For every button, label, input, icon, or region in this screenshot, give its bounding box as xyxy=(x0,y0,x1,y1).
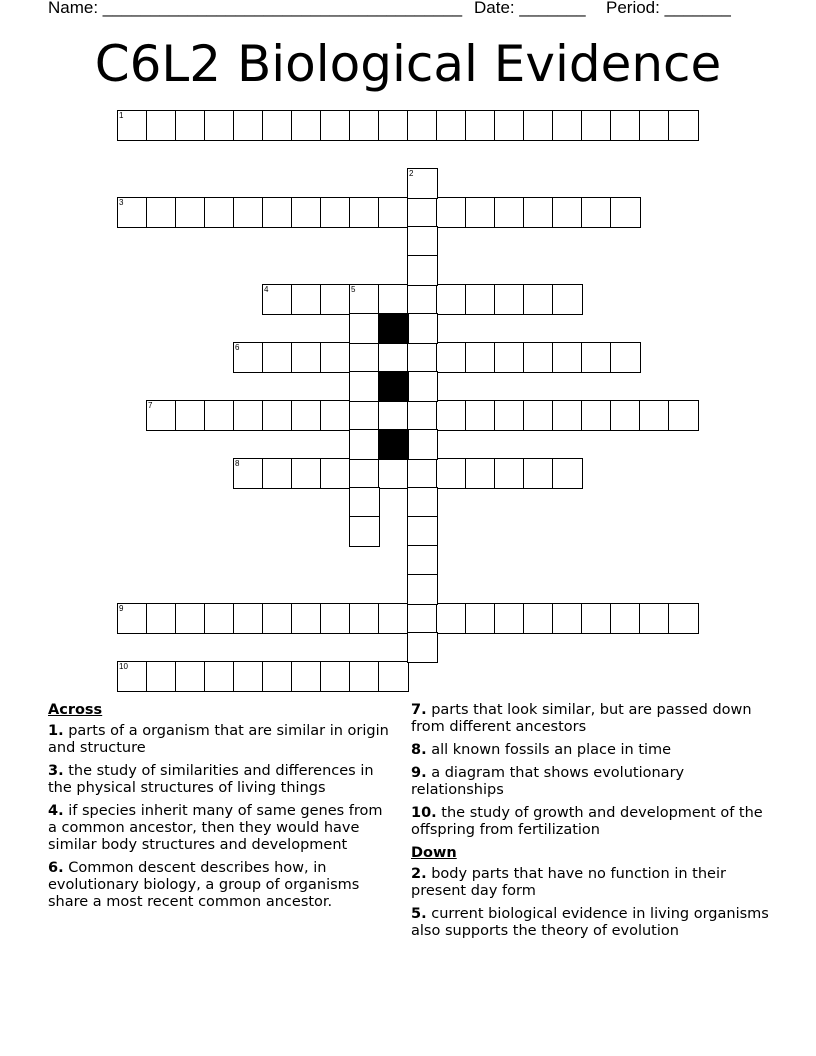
crossword-cell[interactable] xyxy=(407,284,438,315)
crossword-cell[interactable] xyxy=(233,458,264,489)
clues-left-column xyxy=(48,700,393,917)
crossword-cell[interactable] xyxy=(494,284,525,315)
crossword-cell[interactable] xyxy=(552,458,583,489)
crossword-cell[interactable] xyxy=(407,197,438,228)
clues-section xyxy=(0,700,816,1056)
crossword-cell[interactable] xyxy=(552,400,583,431)
crossword-cell[interactable] xyxy=(320,284,351,315)
crossword-cell[interactable] xyxy=(407,516,438,547)
clue-text: the study of growth and development of the offspring from fertilization xyxy=(411,805,763,838)
crossword-cell[interactable] xyxy=(465,603,496,634)
crossword-cell[interactable] xyxy=(349,197,380,228)
crossword-cell[interactable] xyxy=(291,110,322,141)
crossword-cell[interactable] xyxy=(349,313,380,344)
crossword-cell[interactable] xyxy=(262,603,293,634)
crossword-cell[interactable] xyxy=(494,197,525,228)
crossword-cell[interactable] xyxy=(204,110,235,141)
across-heading: Across xyxy=(48,702,103,718)
crossword-cell[interactable] xyxy=(378,661,409,692)
clue-number: 7. xyxy=(411,702,427,718)
clue-text: current biological evidence in living organisms also supports the theory of evolution xyxy=(411,906,769,939)
clue-across-3 xyxy=(48,763,393,797)
black-square xyxy=(378,313,409,344)
crossword-cell[interactable] xyxy=(262,458,293,489)
crossword-cell[interactable] xyxy=(407,371,438,402)
crossword-cell[interactable] xyxy=(262,661,293,692)
crossword-cell[interactable] xyxy=(552,284,583,315)
crossword-cell[interactable] xyxy=(204,400,235,431)
crossword-cell[interactable] xyxy=(523,197,554,228)
crossword-cell[interactable] xyxy=(668,400,699,431)
clue-across-10 xyxy=(411,805,771,839)
crossword-cell[interactable] xyxy=(233,661,264,692)
crossword-cell[interactable] xyxy=(436,197,467,228)
crossword-cell[interactable] xyxy=(552,603,583,634)
crossword-cell[interactable] xyxy=(581,342,612,373)
crossword-cell[interactable] xyxy=(262,342,293,373)
crossword-cell[interactable] xyxy=(204,603,235,634)
crossword-cell[interactable] xyxy=(320,661,351,692)
crossword-cell[interactable] xyxy=(407,603,438,634)
clue-number-label: 3 xyxy=(119,198,124,207)
crossword-cell[interactable] xyxy=(117,197,148,228)
crossword-cell[interactable] xyxy=(291,197,322,228)
crossword-cell[interactable] xyxy=(378,400,409,431)
name-field[interactable]: Name: ______________________________________ xyxy=(48,0,463,17)
crossword-cell[interactable] xyxy=(581,197,612,228)
clue-text: all known fossils an place in time xyxy=(431,742,672,758)
down-heading: Down xyxy=(411,845,457,861)
crossword-cell[interactable] xyxy=(668,110,699,141)
crossword-cell[interactable] xyxy=(320,342,351,373)
crossword-cell[interactable] xyxy=(407,487,438,518)
crossword-cell[interactable] xyxy=(552,342,583,373)
crossword-cell[interactable] xyxy=(407,313,438,344)
date-field[interactable]: Date: _______ xyxy=(474,0,586,17)
crossword-cell[interactable] xyxy=(465,342,496,373)
crossword-cell[interactable] xyxy=(639,110,670,141)
crossword-cell[interactable] xyxy=(117,110,148,141)
crossword-cell[interactable] xyxy=(494,342,525,373)
page-title: C6L2 Biological Evidence xyxy=(94,35,722,93)
clue-text: parts of a organism that are similar in origin and structure xyxy=(48,723,389,756)
clue-text: body parts that have no function in their present day form xyxy=(411,866,726,899)
crossword-cell[interactable] xyxy=(291,342,322,373)
crossword-cell[interactable] xyxy=(349,487,380,518)
clue-text: parts that look similar, but are passed down from different ancestors xyxy=(411,702,752,735)
crossword-cell[interactable] xyxy=(146,661,177,692)
clue-number: 2. xyxy=(411,866,427,882)
crossword-cell[interactable] xyxy=(146,603,177,634)
crossword-cell[interactable] xyxy=(378,197,409,228)
crossword-cell[interactable] xyxy=(581,400,612,431)
clue-number-label: 9 xyxy=(119,604,124,613)
crossword-cell[interactable] xyxy=(436,342,467,373)
clue-across-9 xyxy=(411,765,771,799)
crossword-cell[interactable] xyxy=(262,284,293,315)
crossword-cell[interactable] xyxy=(349,458,380,489)
crossword-cell[interactable] xyxy=(146,197,177,228)
crossword-cell[interactable] xyxy=(465,458,496,489)
crossword-cell[interactable] xyxy=(233,197,264,228)
crossword-cell[interactable] xyxy=(610,110,641,141)
clue-number-label: 5 xyxy=(351,285,356,294)
crossword-cell[interactable] xyxy=(291,400,322,431)
clue-across-6 xyxy=(48,860,393,911)
clue-text: the study of similarities and differences in the physical structures of living things xyxy=(48,763,374,796)
crossword-cell[interactable] xyxy=(349,429,380,460)
crossword-cell[interactable] xyxy=(407,226,438,257)
crossword-cell[interactable] xyxy=(436,603,467,634)
crossword-cell[interactable] xyxy=(407,168,438,199)
crossword-cell[interactable] xyxy=(523,603,554,634)
crossword-cell[interactable] xyxy=(610,400,641,431)
crossword-cell[interactable] xyxy=(610,342,641,373)
crossword-cell[interactable] xyxy=(523,400,554,431)
crossword-cell[interactable] xyxy=(175,110,206,141)
crossword-cell[interactable] xyxy=(320,458,351,489)
crossword-cell[interactable] xyxy=(349,603,380,634)
crossword-cell[interactable] xyxy=(581,110,612,141)
clue-number-label: 10 xyxy=(119,662,128,671)
crossword-cell[interactable] xyxy=(146,400,177,431)
crossword-cell[interactable] xyxy=(175,661,206,692)
black-square xyxy=(378,371,409,402)
crossword-cell[interactable] xyxy=(407,255,438,286)
crossword-cell[interactable] xyxy=(349,284,380,315)
crossword-cell[interactable] xyxy=(291,458,322,489)
crossword-cell[interactable] xyxy=(175,400,206,431)
crossword-cell[interactable] xyxy=(639,603,670,634)
crossword-cell[interactable] xyxy=(378,342,409,373)
crossword-cell[interactable] xyxy=(407,458,438,489)
crossword-cell[interactable] xyxy=(233,603,264,634)
crossword-cell[interactable] xyxy=(581,603,612,634)
clue-number: 4. xyxy=(48,803,64,819)
clue-number: 1. xyxy=(48,723,64,739)
crossword-cell[interactable] xyxy=(523,284,554,315)
crossword-cell[interactable] xyxy=(204,661,235,692)
clue-number: 10. xyxy=(411,805,437,821)
clue-number: 5. xyxy=(411,906,427,922)
crossword-cell[interactable] xyxy=(552,110,583,141)
clue-text: a diagram that shows evolutionary relationships xyxy=(411,765,685,798)
crossword-cell[interactable] xyxy=(407,110,438,141)
crossword-cell[interactable] xyxy=(233,400,264,431)
black-square xyxy=(378,429,409,460)
crossword-cell[interactable] xyxy=(494,400,525,431)
crossword-cell[interactable] xyxy=(378,458,409,489)
crossword-cell[interactable] xyxy=(320,197,351,228)
crossword-cell[interactable] xyxy=(407,342,438,373)
crossword-cell[interactable] xyxy=(494,603,525,634)
crossword-cell[interactable] xyxy=(407,574,438,605)
crossword-cell[interactable] xyxy=(349,371,380,402)
crossword-cell[interactable] xyxy=(436,458,467,489)
clue-across-1 xyxy=(48,723,393,757)
crossword-cell[interactable] xyxy=(349,342,380,373)
crossword-cell[interactable] xyxy=(523,110,554,141)
clue-across-4 xyxy=(48,803,393,854)
crossword-cell[interactable] xyxy=(610,603,641,634)
crossword-cell[interactable] xyxy=(523,458,554,489)
clue-number-label: 1 xyxy=(119,111,124,120)
crossword-cell[interactable] xyxy=(610,197,641,228)
clue-text: if species inherit many of same genes from a common ancestor, then they would have similar body structures and development xyxy=(48,803,383,853)
crossword-cell[interactable] xyxy=(494,458,525,489)
crossword-cell[interactable] xyxy=(175,603,206,634)
crossword-cell[interactable] xyxy=(320,603,351,634)
crossword-cell[interactable] xyxy=(349,400,380,431)
clue-number: 9. xyxy=(411,765,427,781)
crossword-cell[interactable] xyxy=(407,400,438,431)
crossword-cell[interactable] xyxy=(407,429,438,460)
crossword-cell[interactable] xyxy=(465,284,496,315)
clues-right-column xyxy=(411,700,771,946)
crossword-cell[interactable] xyxy=(407,632,438,663)
crossword-cell[interactable] xyxy=(320,400,351,431)
crossword-cell[interactable] xyxy=(262,197,293,228)
crossword-cell[interactable] xyxy=(291,661,322,692)
crossword-cell[interactable] xyxy=(291,603,322,634)
crossword-cell[interactable] xyxy=(436,400,467,431)
period-field[interactable]: Period: _______ xyxy=(606,0,731,17)
crossword-cell[interactable] xyxy=(117,661,148,692)
clue-number: 3. xyxy=(48,763,64,779)
crossword-cell[interactable] xyxy=(465,110,496,141)
crossword-cell[interactable] xyxy=(639,400,670,431)
crossword-cell[interactable] xyxy=(436,284,467,315)
crossword-cell[interactable] xyxy=(233,342,264,373)
crossword-cell[interactable] xyxy=(349,110,380,141)
crossword-cell[interactable] xyxy=(175,197,206,228)
clue-number-label: 4 xyxy=(264,285,269,294)
clue-number: 8. xyxy=(411,742,427,758)
clue-across-7 xyxy=(411,702,771,736)
clue-number-label: 2 xyxy=(409,169,414,178)
crossword-cell[interactable] xyxy=(320,110,351,141)
crossword-cell[interactable] xyxy=(465,400,496,431)
clue-text: Common descent describes how, in evolutionary biology, a group of organisms share a most recent common ancestor. xyxy=(48,860,360,910)
crossword-cell[interactable] xyxy=(349,516,380,547)
crossword-cell[interactable] xyxy=(349,661,380,692)
crossword-cell[interactable] xyxy=(668,603,699,634)
crossword-cell[interactable] xyxy=(407,545,438,576)
clue-number-label: 8 xyxy=(235,459,240,468)
crossword-cell[interactable] xyxy=(146,110,177,141)
crossword-cell[interactable] xyxy=(378,284,409,315)
clue-number-label: 6 xyxy=(235,343,240,352)
crossword-cell[interactable] xyxy=(262,400,293,431)
crossword-cell[interactable] xyxy=(233,110,264,141)
crossword-cell[interactable] xyxy=(465,197,496,228)
crossword-cell[interactable] xyxy=(117,603,148,634)
crossword-cell[interactable] xyxy=(378,110,409,141)
crossword-cell[interactable] xyxy=(523,342,554,373)
clue-number: 6. xyxy=(48,860,64,876)
crossword-cell[interactable] xyxy=(494,110,525,141)
clue-number-label: 7 xyxy=(148,401,153,410)
crossword-cell[interactable] xyxy=(378,603,409,634)
clue-across-8 xyxy=(411,742,771,759)
clue-down-2 xyxy=(411,866,771,900)
clue-down-5 xyxy=(411,906,771,940)
crossword-cell[interactable] xyxy=(204,197,235,228)
crossword-cell[interactable] xyxy=(262,110,293,141)
crossword-cell[interactable] xyxy=(291,284,322,315)
crossword-cell[interactable] xyxy=(552,197,583,228)
crossword-cell[interactable] xyxy=(436,110,467,141)
